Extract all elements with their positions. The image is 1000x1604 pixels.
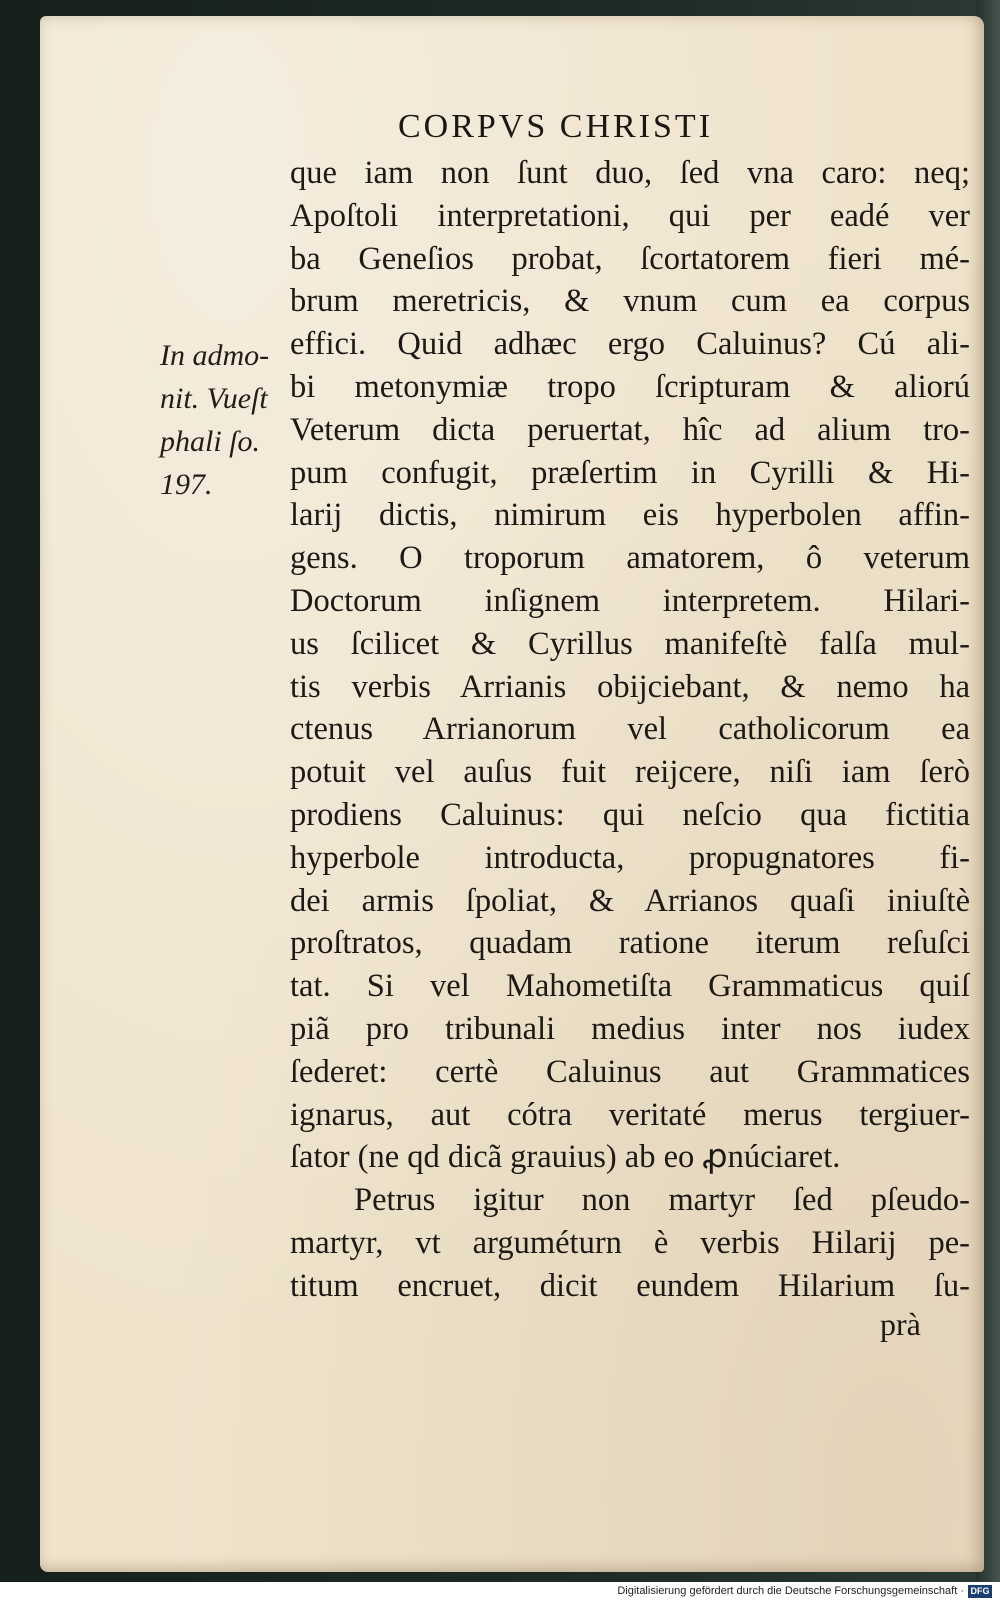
- text-line: gens. O troporum amatorem, ô veterum: [290, 540, 970, 577]
- text-line: titum encruet, dicit eundem Hilarium ſu-: [290, 1267, 970, 1304]
- text-line: hyperbole introducta, propugnatores fi-: [290, 839, 970, 876]
- text-line: prodiens Caluinus: qui neſcio qua fictitia: [290, 796, 970, 833]
- text-line: larij dictis, nimirum eis hyperbolen affin-: [290, 497, 970, 534]
- marginal-note-line: nit. Vueſt: [160, 382, 268, 415]
- body-text: [290, 152, 970, 1308]
- text-line: Doctorum inſignem interpretem. Hilari-: [290, 582, 970, 619]
- text-line: ſator (ne qd dicã grauius) ab eo ꝓnúciaret.: [290, 1139, 841, 1176]
- text-line: tat. Si vel Mahometiſta Grammaticus quiſ: [290, 968, 970, 1005]
- funding-credit: Digitalisierung gefördert durch die Deutsche Forschungsgemeinschaft ·: [617, 1585, 964, 1597]
- marginal-note-line: phali ſo.: [160, 425, 261, 458]
- text-line: ctenus Arrianorum vel catholicorum ea: [290, 711, 970, 748]
- text-line: pum confugit, præſertim in Cyrilli & Hi-: [290, 454, 970, 491]
- text-line: Apoſtoli interpretationi, qui per eadé ver: [290, 197, 970, 234]
- text-line: dei armis ſpoliat, & Arrianos quaſi iniuſtè: [290, 882, 970, 919]
- marginal-note-line: In admo-: [160, 339, 270, 372]
- text-line: ignarus, aut cótra veritaté merus tergiuer-: [290, 1096, 970, 1133]
- text-line: potuit vel auſus fuit reijcere, niſi iam ſerò: [290, 754, 970, 791]
- marginal-note: [160, 334, 292, 506]
- text-line: martyr, vt arguméturn è verbis Hilarij pe-: [290, 1224, 970, 1261]
- marginal-note-line: 197.: [160, 468, 213, 501]
- catchword: prà: [880, 1306, 921, 1342]
- dfg-logo-icon: DFG: [968, 1585, 992, 1598]
- text-line: Petrus igitur non martyr ſed pſeudo-: [354, 1182, 970, 1219]
- text-line: ſederet: certè Caluinus aut Grammatices: [290, 1053, 970, 1090]
- text-line: piã pro tribunali medius inter nos iudex: [290, 1010, 970, 1047]
- text-line: effici. Quid adhæc ergo Caluinus? Cú ali-: [290, 326, 970, 363]
- text-line: ba Geneſios probat, ſcortatorem fieri mé-: [290, 240, 970, 277]
- text-line: bi metonymiæ tropo ſcripturam & aliorú: [290, 368, 970, 405]
- text-line: tis verbis Arrianis obijciebant, & nemo ha: [290, 668, 970, 705]
- text-line: Veterum dicta peruertat, hîc ad alium tro-: [290, 411, 970, 448]
- text-line: que iam non ſunt duo, ſed vna caro: neq;: [290, 155, 970, 191]
- text-line: brum meretricis, & vnum cum ea corpus: [290, 283, 970, 320]
- running-head: CORPVS CHRISTI: [398, 108, 714, 145]
- text-line: us ſcilicet & Cyrillus manifeſtè falſa mul-: [290, 625, 970, 662]
- text-line: proſtratos, quadam ratione iterum reſuſci: [290, 925, 970, 962]
